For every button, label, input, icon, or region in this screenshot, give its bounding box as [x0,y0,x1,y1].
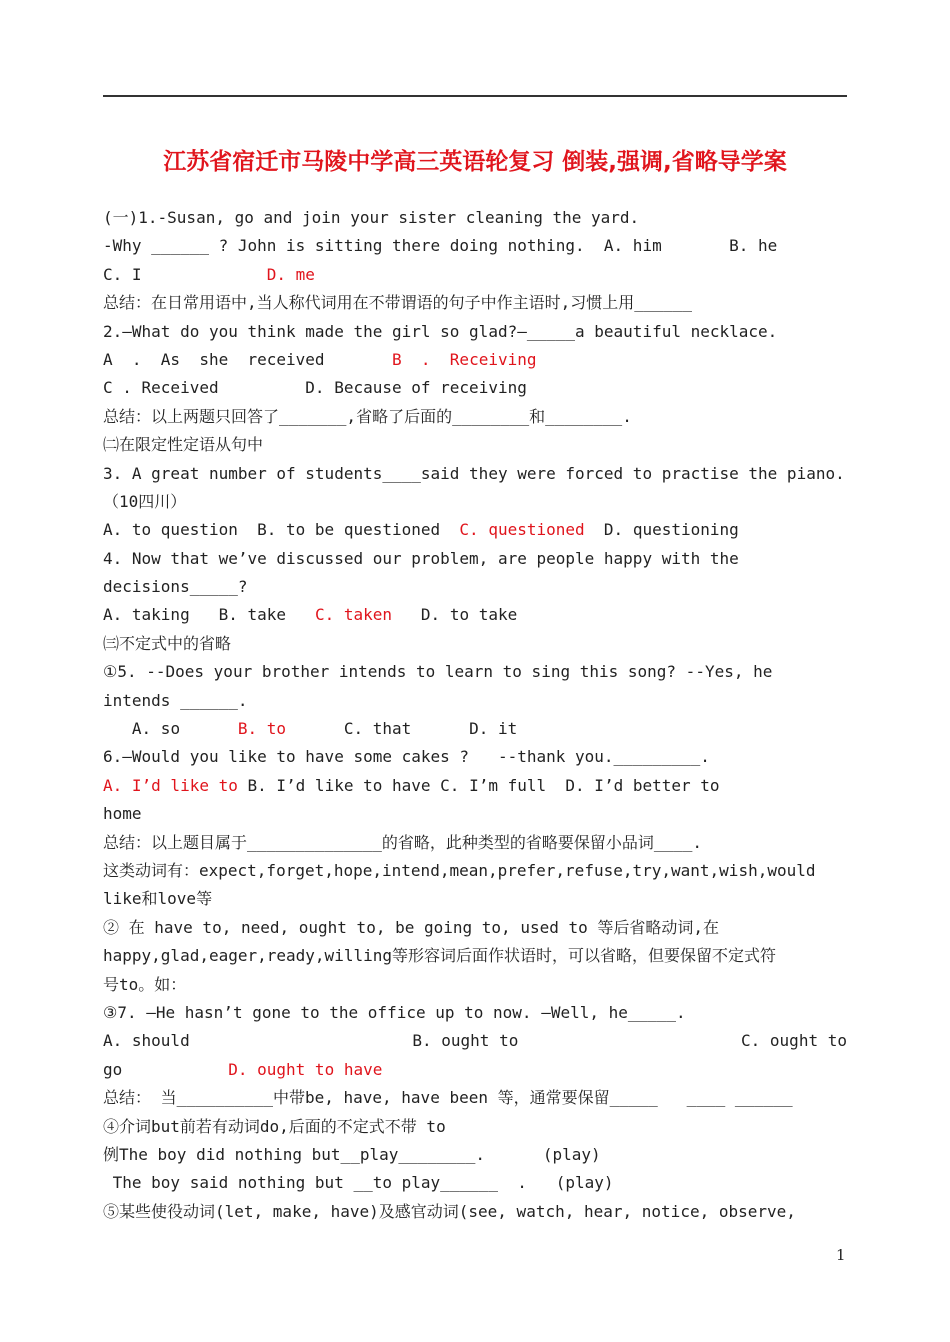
page-number: 1 [836,1246,846,1264]
verb-list-line-2: like和love等 [103,889,213,909]
header-rule [103,95,847,97]
question-4-options-line [103,601,847,629]
option-a: A . As she received [103,349,325,369]
question-3-line: 3. A great number of students____said they were forced to practise the piano. [103,463,845,483]
answer-option-d: D. me [266,264,315,284]
option-b: B. to be questioned [257,520,441,540]
summary-line: 总结： 当__________中带be, have, have been 等，通常要保留_____ ____ ______ [103,1088,793,1108]
option-c: C. ought to [741,1031,847,1051]
section-heading: ㈢不定式中的省略 [103,633,232,653]
question-7-options-line-2 [103,1056,847,1084]
option-a: A. should [103,1031,190,1051]
answer-option-b: B . Receiving [392,349,537,369]
option-c: C . Received [103,378,219,398]
question-3-options-line [103,516,847,544]
option-a: A. him [603,236,662,256]
question-2-line: 2.—What do you think made the girl so glad?—_____a beautiful necklace. [103,321,778,341]
question-7-line: ③7. —He hasn’t gone to the office up to now. —Well, he_____. [103,1002,686,1022]
rule-line: ④介词but前若有动词do,后面的不定式不带 to [103,1116,446,1136]
answer-option-d: D. ought to have [228,1059,383,1079]
option-c: C. I’m full [440,775,547,795]
option-c: C. that [343,719,412,739]
summary-line: 总结：以上两题只回答了_______,省略了后面的________和________. [103,406,632,426]
answer-option-c: C. taken [314,605,393,625]
question-1-options-line-2 [103,261,847,289]
question-5-line: ①5. --Does your brother intends to learn to sing this song? --Yes, he [103,662,773,682]
question-4-line: 4. Now that we’ve discussed our problem, are people happy with the [103,548,739,568]
question-6-line: 6.—Would you like to have some cakes ? --thank you._________. [103,747,710,767]
question-5-line-2: intends ______. [103,690,248,710]
option-b: B. he [729,236,778,256]
example-line-2: The boy said nothing but __to play______ . (play) [103,1173,614,1193]
option-b: B. take [218,605,287,625]
rule-line: ⑤某些使役动词(let, make, have)及感官动词(see, watch, hear, notice, observe, [103,1201,796,1221]
answer-option-a: A. I’d like to [103,775,238,795]
option-c: C. I [103,264,142,284]
rule-line-3: 号to。如： [103,974,187,994]
option-c-continued: go [103,1059,123,1079]
option-d: D. Because of receiving [305,378,527,398]
option-a: A. so [131,719,181,739]
text-span: -Why ______ ? John is sitting there doing nothing. [103,236,585,256]
document-body [103,204,847,1226]
rule-line: ② 在 have to, need, ought to, be going to, used to 等后省略动词,在 [103,917,720,937]
section-heading: ㈡在限定性定语从句中 [103,435,264,455]
source-note: （10四川） [103,491,187,511]
rule-line-2: happy,glad,eager,ready,willing等形容词后面作状语时，可以省略，但要保留不定式符 [103,946,776,966]
question-7-options-line [103,1027,847,1055]
option-d: D. it [469,719,518,739]
option-a: A. taking [103,605,190,625]
question-1-options-line [103,232,847,260]
example-line: 例The boy did nothing but__play________. (play) [103,1144,601,1164]
option-a: A. to question [103,520,238,540]
summary-line: 总结：在日常用语中,当人称代词用在不带谓语的句子中作主语时,习惯上用______ [103,293,693,313]
question-4-line-2: decisions_____? [103,577,248,597]
summary-line: 总结：以上题目属于______________的省略，此种类型的省略要保留小品词____. [103,832,703,852]
answer-option-c: C. questioned [459,520,585,540]
option-d: D. questioning [603,520,739,540]
answer-option-b: B. to [237,719,287,739]
page-title: 江苏省宿迁市马陵中学高三英语轮复习 倒装,强调,省略导学案 [163,149,787,175]
option-b: B. ought to [412,1031,519,1051]
option-d: D. I’d better to [565,775,720,795]
verb-list-line: 这类动词有：expect,forget,hope,intend,mean,prefer,refuse,try,want,wish,would [103,860,816,880]
question-6-options-line [103,772,847,800]
option-d: D. to take [420,605,518,625]
question-2-options-line [103,346,847,374]
question-1-line: (一)1.-Susan, go and join your sister cleaning the yard. [103,208,640,227]
option-b: B. I’d like to have [247,775,431,795]
question-2-options-line-2 [103,374,847,402]
question-6-line-3: home [103,804,142,824]
question-5-options-line [103,715,847,743]
